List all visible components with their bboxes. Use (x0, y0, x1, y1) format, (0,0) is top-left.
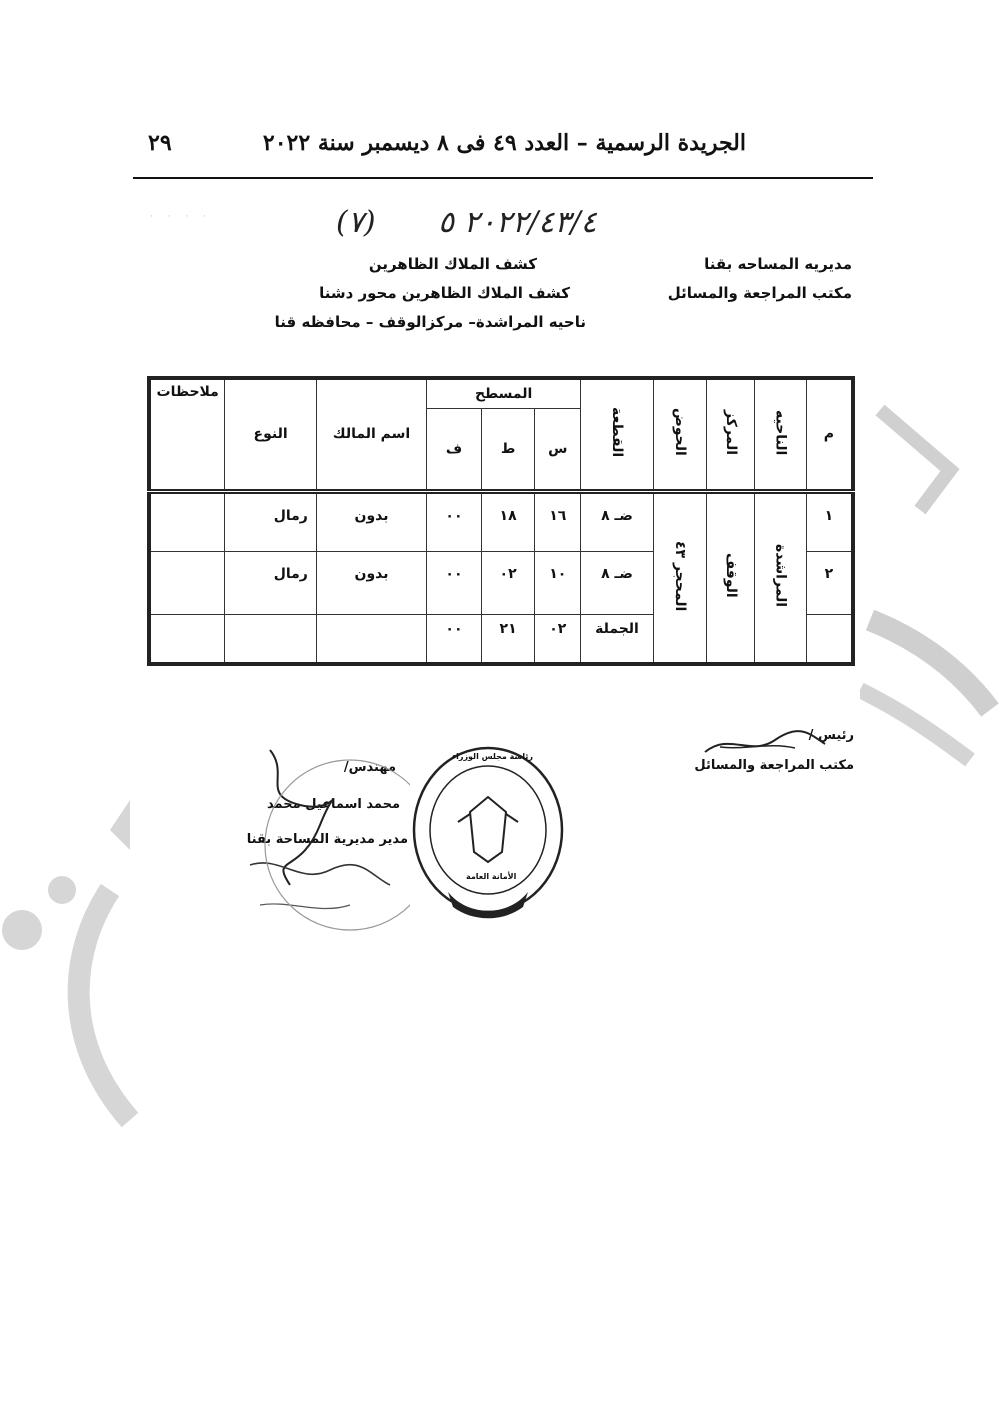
watermark-left (0, 760, 150, 1160)
col-header-nahia (755, 378, 807, 491)
table-row (149, 491, 853, 551)
cell-nahia (755, 491, 807, 664)
col-header-type: النوع (225, 378, 316, 491)
col-header-qeta (581, 378, 654, 491)
col-header-owner: اسم المالك (316, 378, 426, 491)
cell-m: ٢ (806, 551, 853, 614)
cell-hawd (653, 491, 707, 664)
signature-left-name: محمد اسماعيل محمد (267, 797, 400, 812)
scan-noise: · · · · (150, 212, 213, 222)
signature-left-role: مدير مديرية المساحة بقنا (246, 832, 408, 847)
directorate-name: مديريه المساحه بقنا (704, 255, 852, 273)
cell-qeta: ضـ ٨ (581, 551, 654, 614)
col-header-s: س (535, 408, 581, 491)
signature-left-scribble (230, 735, 410, 945)
col-header-markaz-label: المركز (722, 409, 739, 455)
cell-t: ٠٢ (481, 551, 535, 614)
total-s: ٠٢ (535, 614, 581, 664)
total-f: ٠٠ (427, 614, 482, 664)
handwritten-reference: ٢٠٢٢/٤٣/٤ ٥ (438, 205, 597, 240)
report-subtitle: كشف الملاك الظاهرين محور دشنا (319, 284, 570, 302)
col-header-m: م (806, 378, 853, 491)
cell-markaz (707, 491, 755, 664)
col-header-qeta-label: القطعة (608, 407, 625, 458)
cell-notes (149, 551, 225, 614)
stamp-bottom-text: الأمانة العامة (466, 872, 517, 881)
cell-hawd-label: المحجر ٤٣ (672, 540, 689, 611)
cell-owner: بدون (316, 551, 426, 614)
cell-f: ٠٠ (427, 551, 482, 614)
signature-left-title: مهندس/ (343, 760, 396, 775)
cell-s: ١٦ (535, 491, 581, 551)
report-location: ناحيه المراشدة– مركزالوقف – محافظه قنا (274, 313, 586, 331)
cell-nahia-label: المراشدة (772, 544, 789, 608)
cell-type (225, 614, 316, 664)
signature-right-office: مكتب المراجعة والمسائل (694, 758, 854, 773)
cell-owner: بدون (316, 491, 426, 551)
col-header-hawd (653, 378, 707, 491)
col-header-notes: ملاحظات (149, 378, 225, 491)
cell-owner (316, 614, 426, 664)
cell-notes (149, 614, 225, 664)
owners-table (147, 376, 855, 666)
stamp-ring-text: رئاسة مجلس الوزراء (452, 752, 533, 761)
col-header-t: ط (481, 408, 535, 491)
col-header-nahia-label: الناحيه (772, 409, 789, 455)
signature-right-title: رئيس / (808, 728, 854, 743)
handwritten-number: (٧) (336, 205, 376, 240)
header-rule (133, 177, 873, 179)
cell-t: ١٨ (481, 491, 535, 551)
page-number: ٢٩ (148, 130, 172, 156)
signature-right-scribble (700, 722, 830, 762)
cell-m: ١ (806, 491, 853, 551)
col-header-f: ف (427, 408, 482, 491)
report-title: كشف الملاك الظاهرين (368, 255, 537, 273)
col-header-hawd-label: الحوض (672, 408, 689, 457)
office-name: مكتب المراجعة والمسائل (667, 284, 852, 302)
cell-markaz-label: الوقف (722, 553, 739, 599)
total-label: الجملة (581, 614, 654, 664)
col-header-markaz (707, 378, 755, 491)
official-stamp (408, 742, 568, 922)
cell-s: ١٠ (535, 551, 581, 614)
total-t: ٢١ (481, 614, 535, 664)
cell-type: رمال (225, 551, 316, 614)
gazette-header-title: الجريدة الرسمية – العدد ٤٩ فى ٨ ديسمبر سنة ٢٠٢٢ (262, 130, 746, 156)
cell-notes (149, 491, 225, 551)
cell-qeta: ضـ ٨ (581, 491, 654, 551)
watermark-right (860, 370, 1004, 790)
cell-f: ٠٠ (427, 491, 482, 551)
cell-m (806, 614, 853, 664)
col-header-area: المسطح (427, 378, 581, 408)
cell-type: رمال (225, 491, 316, 551)
